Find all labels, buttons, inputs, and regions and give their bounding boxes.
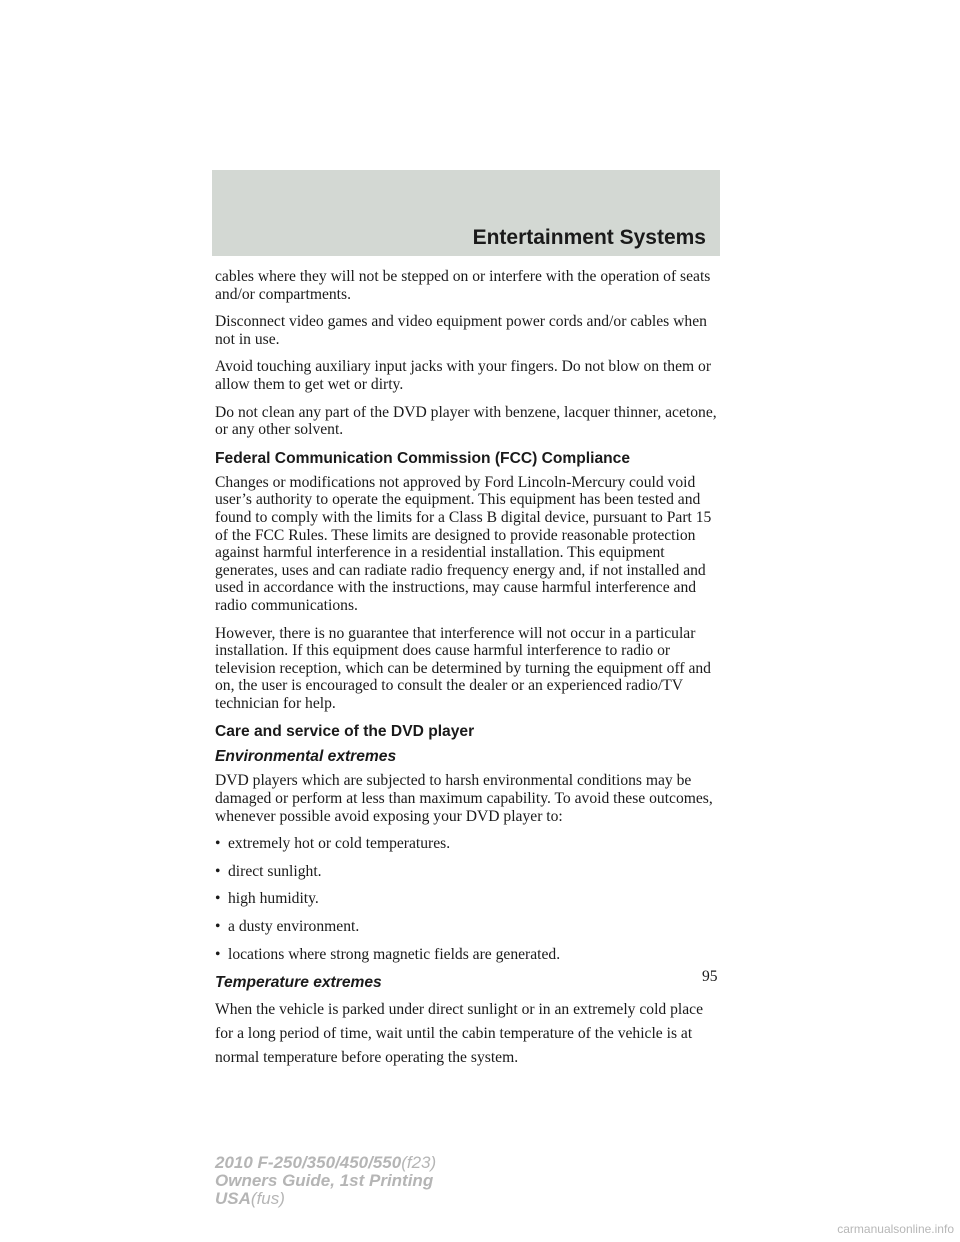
environmental-heading: Environmental extremes xyxy=(215,748,397,766)
list-item-text: high humidity. xyxy=(228,890,319,908)
bullet-list xyxy=(215,835,725,963)
section-title: Entertainment Systems xyxy=(472,226,706,249)
list-item-text: a dusty environment. xyxy=(228,918,360,936)
fcc-heading: Federal Communication Commission (FCC) Compliance xyxy=(215,449,631,467)
footer-market-code: (fus) xyxy=(250,1189,285,1208)
list-item xyxy=(215,890,725,908)
footer-line: Owners Guide, 1st Printing xyxy=(215,1171,434,1190)
footer-model-code: (f23) xyxy=(401,1153,437,1172)
bullet-icon: • xyxy=(215,835,221,853)
bullet-icon: • xyxy=(215,890,221,908)
paragraph: Do not clean any part of the DVD player with benzene, lacquer thinner, acetone, or any other solvent. xyxy=(215,403,717,439)
paragraph: cables where they will not be stepped on or interfere with the operation of seats and/or compartments. xyxy=(215,268,711,303)
paragraph: Changes or modifications not approved by Ford Lincoln-Mercury could void user’s authority to operate the equipment. This equipment has been tested and found to comply with the limits for a Class B digital device, pursuant to Part 15 of the FCC Rules. These limits are designed to provide reasonable protection against harmful interference in a residential installation. This equipment generates, uses and can radiate radio frequency energy and, if not installed and used in accordance with the instructions, may cause harmful interference and radio communications. xyxy=(215,473,712,614)
bullet-icon: • xyxy=(215,918,221,936)
care-heading: Care and service of the DVD player xyxy=(215,723,475,741)
list-item xyxy=(215,918,725,936)
watermark: carmanualsonline.info xyxy=(837,1222,954,1236)
footer-line xyxy=(215,1190,436,1208)
paragraph: Avoid touching auxiliary input jacks with your fingers. Do not blow on them or allow them to get wet or dirty. xyxy=(215,358,712,393)
paragraph: When the vehicle is parked under direct sunlight or in an extremely cold place for a long period of time, wait until the cabin temperature of the vehicle is at normal temperature before operating the system. xyxy=(215,1001,703,1067)
paragraph: However, there is no guarantee that interference will not occur in a particular installation. If this equipment does cause harmful interference to radio or television reception, which can be determined by turning the equipment off and on, the user is encouraged to consult the dealer or an experienced radio/TV technician for help. xyxy=(215,624,711,712)
bullet-icon: • xyxy=(215,862,221,880)
footer-model: 2010 F-250/350/450/550 xyxy=(215,1153,402,1172)
section-header-band xyxy=(212,170,720,256)
footer-market: USA xyxy=(215,1189,251,1208)
list-item-text: extremely hot or cold temperatures. xyxy=(228,835,451,853)
list-item xyxy=(215,835,725,853)
list-item xyxy=(215,863,725,881)
paragraph: DVD players which are subjected to harsh environmental conditions may be damaged or perform at less than maximum capability. To avoid these outcomes, whenever possible avoid exposing your DVD player to: xyxy=(215,772,713,825)
list-item-text: locations where strong magnetic fields are generated. xyxy=(228,945,561,963)
footer-line xyxy=(215,1154,436,1172)
list-item xyxy=(215,946,725,964)
footer xyxy=(215,1154,436,1208)
bullet-icon: • xyxy=(215,945,221,963)
list-item-text: direct sunlight. xyxy=(228,862,322,880)
page-content xyxy=(215,268,725,1080)
page-number: 95 xyxy=(702,968,718,985)
temperature-heading: Temperature extremes xyxy=(215,974,382,992)
paragraph: Disconnect video games and video equipment power cords and/or cables when not in use. xyxy=(215,313,707,348)
